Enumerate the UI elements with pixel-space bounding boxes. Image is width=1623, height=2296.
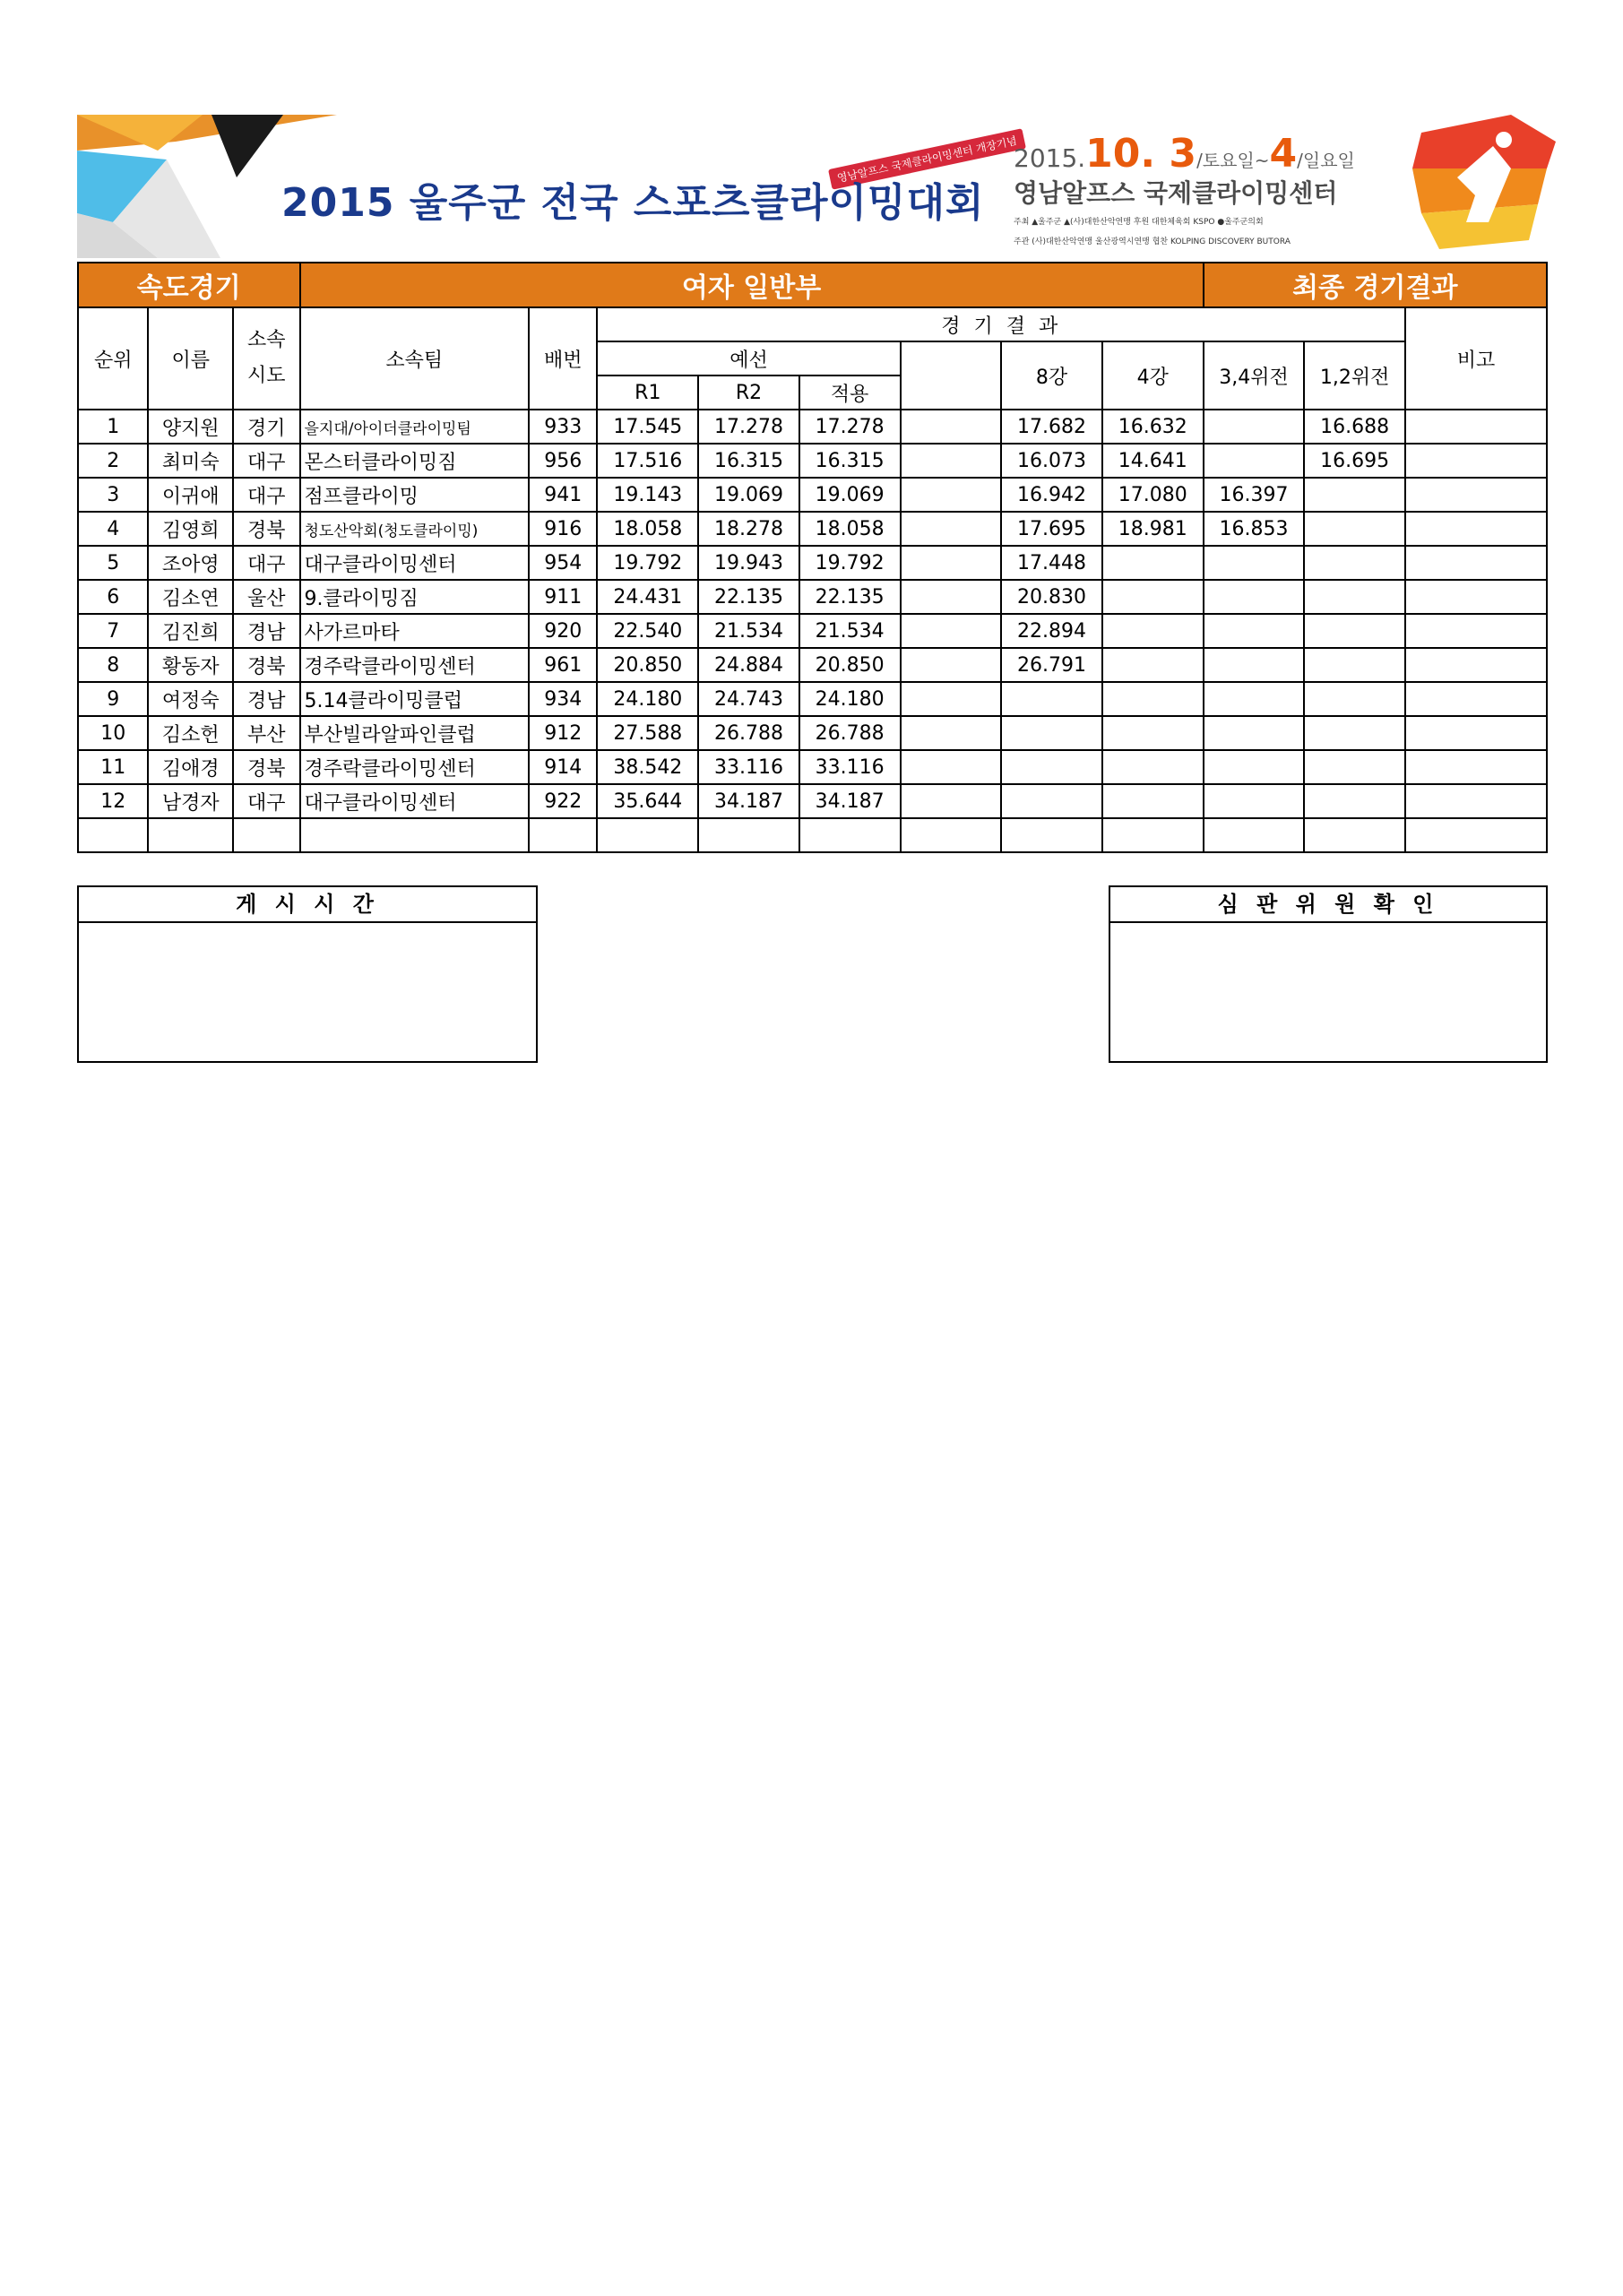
- empty-cell: [1405, 818, 1547, 852]
- empty-cell: [78, 818, 148, 852]
- rank-cell: 8: [78, 648, 148, 682]
- quarter-cell: 22.894: [1001, 614, 1102, 648]
- final-cell: [1304, 784, 1405, 818]
- semi-cell: 16.632: [1102, 410, 1204, 444]
- commemorate-tag: 영남알프스 국제클라이밍센터 개장기념: [828, 128, 1026, 189]
- table-row: [78, 444, 1547, 478]
- r2-cell: 24.884: [698, 648, 799, 682]
- bib-cell: 941: [529, 478, 597, 512]
- col-r2: R2: [698, 375, 799, 410]
- table-row: [78, 546, 1547, 580]
- third-place-cell: [1204, 682, 1305, 716]
- r1-cell: 27.588: [597, 716, 698, 750]
- date-year: 2015.: [1014, 143, 1086, 173]
- empty-cell: [148, 818, 233, 852]
- table-row-empty: [78, 818, 1547, 852]
- organizers-line-2: 주관 (사)대한산악연맹 울산광역시연맹 협찬 KOLPING DISCOVERY BUTORA: [1014, 237, 1291, 246]
- col-bib: 배번: [529, 307, 597, 410]
- team-cell: 몬스터클라이밍짐: [300, 444, 530, 478]
- quarter-cell: 26.791: [1001, 648, 1102, 682]
- final-cell: [1304, 512, 1405, 546]
- team-cell: 을지대/아이더클라이밍팀: [300, 410, 530, 444]
- remarks-cell: [1405, 784, 1547, 818]
- date-end: 4: [1269, 131, 1298, 177]
- posting-time-box: [77, 885, 538, 1063]
- r1-cell: 24.431: [597, 580, 698, 614]
- rank-cell: 11: [78, 750, 148, 784]
- region-cell: 울산: [233, 580, 299, 614]
- team-cell: 부산빌라알파인클럽: [300, 716, 530, 750]
- col-rank: 순위: [78, 307, 148, 410]
- blank-cell: [901, 512, 1002, 546]
- col-region-line2: 시도: [247, 365, 286, 387]
- quarter-cell: 17.682: [1001, 410, 1102, 444]
- applied-cell: 22.135: [799, 580, 901, 614]
- applied-cell: 18.058: [799, 512, 901, 546]
- semi-cell: [1102, 750, 1204, 784]
- third-place-cell: [1204, 784, 1305, 818]
- final-cell: [1304, 614, 1405, 648]
- applied-cell: 16.315: [799, 444, 901, 478]
- referee-confirm-box: [1109, 885, 1548, 1063]
- region-cell: 경북: [233, 512, 299, 546]
- semi-cell: [1102, 648, 1204, 682]
- third-place-cell: [1204, 580, 1305, 614]
- bib-cell: 912: [529, 716, 597, 750]
- banner-division: 여자 일반부: [300, 263, 1204, 307]
- referee-confirm-label: 심 판 위 원 확 인: [1110, 887, 1546, 923]
- region-cell: 경남: [233, 614, 299, 648]
- col-team: 소속팀: [300, 307, 530, 410]
- col-remarks: 비고: [1405, 307, 1547, 410]
- quarter-cell: 20.830: [1001, 580, 1102, 614]
- rank-cell: 1: [78, 410, 148, 444]
- table-row: [78, 410, 1547, 444]
- name-cell: 최미숙: [148, 444, 233, 478]
- remarks-cell: [1405, 682, 1547, 716]
- r2-cell: 26.788: [698, 716, 799, 750]
- header-row-1: [78, 307, 1547, 341]
- r1-cell: 17.516: [597, 444, 698, 478]
- r2-cell: 16.315: [698, 444, 799, 478]
- empty-cell: [1304, 818, 1405, 852]
- remarks-cell: [1405, 444, 1547, 478]
- third-place-cell: [1204, 750, 1305, 784]
- bib-cell: 914: [529, 750, 597, 784]
- quarter-cell: 16.073: [1001, 444, 1102, 478]
- r2-cell: 17.278: [698, 410, 799, 444]
- empty-cell: [1102, 818, 1204, 852]
- empty-cell: [901, 818, 1002, 852]
- name-cell: 남경자: [148, 784, 233, 818]
- third-place-cell: [1204, 546, 1305, 580]
- blank-cell: [901, 648, 1002, 682]
- table-row: [78, 784, 1547, 818]
- quarter-cell: 17.448: [1001, 546, 1102, 580]
- final-cell: [1304, 682, 1405, 716]
- r2-cell: 24.743: [698, 682, 799, 716]
- blank-cell: [901, 444, 1002, 478]
- rank-cell: 7: [78, 614, 148, 648]
- bib-cell: 934: [529, 682, 597, 716]
- team-cell: 사가르마타: [300, 614, 530, 648]
- name-cell: 김소헌: [148, 716, 233, 750]
- final-cell: 16.688: [1304, 410, 1405, 444]
- team-cell: 대구클라이밍센터: [300, 784, 530, 818]
- final-cell: [1304, 546, 1405, 580]
- blank-cell: [901, 716, 1002, 750]
- remarks-cell: [1405, 410, 1547, 444]
- rank-cell: 12: [78, 784, 148, 818]
- semi-cell: 14.641: [1102, 444, 1204, 478]
- team-cell: 대구클라이밍센터: [300, 546, 530, 580]
- final-cell: [1304, 648, 1405, 682]
- region-cell: 경북: [233, 750, 299, 784]
- team-cell: 청도산악회(청도클라이밍): [300, 512, 530, 546]
- applied-cell: 17.278: [799, 410, 901, 444]
- remarks-cell: [1405, 512, 1547, 546]
- table-banner: [78, 263, 1547, 307]
- blank-cell: [901, 410, 1002, 444]
- quarter-cell: [1001, 682, 1102, 716]
- bib-cell: 920: [529, 614, 597, 648]
- final-cell: [1304, 478, 1405, 512]
- name-cell: 김진희: [148, 614, 233, 648]
- bib-cell: 911: [529, 580, 597, 614]
- empty-cell: [529, 818, 597, 852]
- final-cell: [1304, 750, 1405, 784]
- col-region-line1: 소속: [247, 329, 286, 351]
- climber-logo: [1403, 115, 1556, 254]
- bib-cell: 922: [529, 784, 597, 818]
- date-start-day: /토요일~: [1196, 150, 1270, 171]
- col-semi: 4강: [1102, 341, 1204, 410]
- r1-cell: 17.545: [597, 410, 698, 444]
- r1-cell: 18.058: [597, 512, 698, 546]
- name-cell: 이귀애: [148, 478, 233, 512]
- rank-cell: 10: [78, 716, 148, 750]
- final-cell: 16.695: [1304, 444, 1405, 478]
- remarks-cell: [1405, 614, 1547, 648]
- applied-cell: 20.850: [799, 648, 901, 682]
- team-cell: 5.14클라이밍클럽: [300, 682, 530, 716]
- r1-cell: 38.542: [597, 750, 698, 784]
- third-place-cell: 16.397: [1204, 478, 1305, 512]
- quarter-cell: [1001, 716, 1102, 750]
- r2-cell: 18.278: [698, 512, 799, 546]
- name-cell: 양지원: [148, 410, 233, 444]
- event-header: [77, 115, 1547, 258]
- remarks-cell: [1405, 478, 1547, 512]
- r1-cell: 24.180: [597, 682, 698, 716]
- blank-cell: [901, 580, 1002, 614]
- semi-cell: [1102, 716, 1204, 750]
- empty-cell: [233, 818, 299, 852]
- name-cell: 조아영: [148, 546, 233, 580]
- applied-cell: 24.180: [799, 682, 901, 716]
- table-row: [78, 682, 1547, 716]
- quarter-cell: [1001, 784, 1102, 818]
- table-row: [78, 614, 1547, 648]
- rank-cell: 9: [78, 682, 148, 716]
- col-third-place: 3,4위전: [1204, 341, 1305, 410]
- table-row: [78, 580, 1547, 614]
- col-result-group: 경 기 결 과: [597, 307, 1404, 341]
- region-cell: 대구: [233, 784, 299, 818]
- r2-cell: 34.187: [698, 784, 799, 818]
- empty-cell: [698, 818, 799, 852]
- third-place-cell: [1204, 614, 1305, 648]
- bib-cell: 956: [529, 444, 597, 478]
- blank-cell: [901, 682, 1002, 716]
- results-table: [77, 262, 1548, 853]
- organizers-line-1: 주최 ▲울주군 ▲(사)대한산악연맹 후원 대한체육회 KSPO ●울주군의회: [1014, 218, 1264, 227]
- col-final: 1,2위전: [1304, 341, 1405, 410]
- applied-cell: 19.069: [799, 478, 901, 512]
- event-date: [1014, 131, 1355, 177]
- applied-cell: 34.187: [799, 784, 901, 818]
- region-cell: 대구: [233, 444, 299, 478]
- banner-result-status: 최종 경기결과: [1204, 263, 1547, 307]
- region-cell: 대구: [233, 546, 299, 580]
- team-cell: 경주락클라이밍센터: [300, 750, 530, 784]
- col-qualifier: 예선: [597, 341, 900, 375]
- final-cell: [1304, 716, 1405, 750]
- quarter-cell: 16.942: [1001, 478, 1102, 512]
- blank-cell: [901, 478, 1002, 512]
- bib-cell: 933: [529, 410, 597, 444]
- semi-cell: 18.981: [1102, 512, 1204, 546]
- posting-time-label: 게 시 시 간: [79, 887, 536, 923]
- third-place-cell: [1204, 410, 1305, 444]
- semi-cell: [1102, 614, 1204, 648]
- blank-cell: [901, 546, 1002, 580]
- empty-cell: [300, 818, 530, 852]
- name-cell: 김소연: [148, 580, 233, 614]
- semi-cell: [1102, 682, 1204, 716]
- region-cell: 경기: [233, 410, 299, 444]
- applied-cell: 21.534: [799, 614, 901, 648]
- bib-cell: 916: [529, 512, 597, 546]
- third-place-cell: [1204, 648, 1305, 682]
- remarks-cell: [1405, 716, 1547, 750]
- r2-cell: 22.135: [698, 580, 799, 614]
- third-place-cell: 16.853: [1204, 512, 1305, 546]
- r1-cell: 20.850: [597, 648, 698, 682]
- empty-cell: [1204, 818, 1305, 852]
- r1-cell: 19.792: [597, 546, 698, 580]
- quarter-cell: 17.695: [1001, 512, 1102, 546]
- r1-cell: 22.540: [597, 614, 698, 648]
- region-cell: 경남: [233, 682, 299, 716]
- rank-cell: 2: [78, 444, 148, 478]
- blank-cell: [901, 614, 1002, 648]
- rank-cell: 3: [78, 478, 148, 512]
- region-cell: 경북: [233, 648, 299, 682]
- date-end-day: /일요일: [1297, 150, 1355, 171]
- rank-cell: 5: [78, 546, 148, 580]
- applied-cell: 19.792: [799, 546, 901, 580]
- r1-cell: 35.644: [597, 784, 698, 818]
- remarks-cell: [1405, 546, 1547, 580]
- table-row: [78, 750, 1547, 784]
- r1-cell: 19.143: [597, 478, 698, 512]
- bib-cell: 954: [529, 546, 597, 580]
- empty-cell: [1001, 818, 1102, 852]
- table-row: [78, 512, 1547, 546]
- empty-cell: [597, 818, 698, 852]
- table-row: [78, 716, 1547, 750]
- remarks-cell: [1405, 750, 1547, 784]
- blank-cell: [901, 784, 1002, 818]
- quarter-cell: [1001, 750, 1102, 784]
- event-venue: 영남알프스 국제클라이밍센터: [1014, 178, 1338, 208]
- semi-cell: [1102, 546, 1204, 580]
- third-place-cell: [1204, 444, 1305, 478]
- r2-cell: 33.116: [698, 750, 799, 784]
- final-cell: [1304, 580, 1405, 614]
- r2-cell: 19.943: [698, 546, 799, 580]
- col-quarter: 8강: [1001, 341, 1102, 410]
- team-cell: 경주락클라이밍센터: [300, 648, 530, 682]
- col-region: [233, 307, 299, 410]
- date-start: 10. 3: [1085, 131, 1197, 177]
- col-blank: [901, 341, 1002, 410]
- remarks-cell: [1405, 580, 1547, 614]
- region-cell: 대구: [233, 478, 299, 512]
- name-cell: 여정숙: [148, 682, 233, 716]
- semi-cell: [1102, 580, 1204, 614]
- applied-cell: 33.116: [799, 750, 901, 784]
- table-row: [78, 478, 1547, 512]
- col-r1: R1: [597, 375, 698, 410]
- semi-cell: 17.080: [1102, 478, 1204, 512]
- rank-cell: 4: [78, 512, 148, 546]
- third-place-cell: [1204, 716, 1305, 750]
- name-cell: 김애경: [148, 750, 233, 784]
- semi-cell: [1102, 784, 1204, 818]
- remarks-cell: [1405, 648, 1547, 682]
- empty-cell: [799, 818, 901, 852]
- blank-cell: [901, 750, 1002, 784]
- name-cell: 김영희: [148, 512, 233, 546]
- bib-cell: 961: [529, 648, 597, 682]
- r2-cell: 21.534: [698, 614, 799, 648]
- banner-event: 속도경기: [78, 263, 300, 307]
- team-cell: 9.클라이밍짐: [300, 580, 530, 614]
- region-cell: 부산: [233, 716, 299, 750]
- col-applied: 적용: [799, 375, 901, 410]
- applied-cell: 26.788: [799, 716, 901, 750]
- r2-cell: 19.069: [698, 478, 799, 512]
- col-name: 이름: [148, 307, 233, 410]
- event-title: 2015 울주군 전국 스포츠클라이밍대회: [281, 180, 985, 226]
- name-cell: 황동자: [148, 648, 233, 682]
- rank-cell: 6: [78, 580, 148, 614]
- team-cell: 점프클라이밍: [300, 478, 530, 512]
- table-row: [78, 648, 1547, 682]
